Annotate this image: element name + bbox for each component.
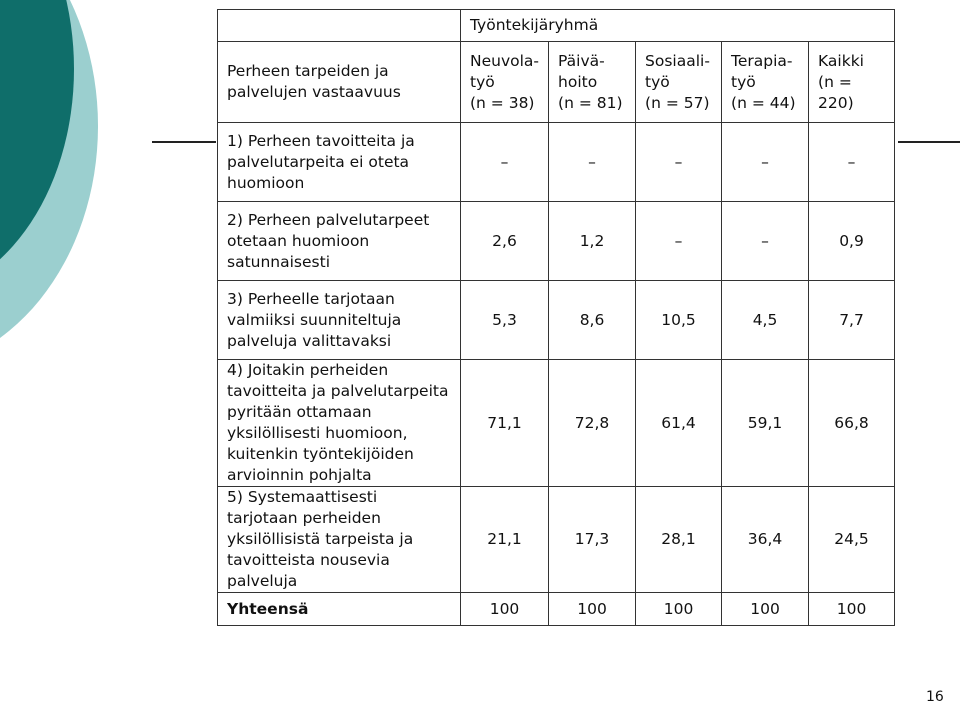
results-table xyxy=(217,9,895,626)
column-header-line: (n = 57) xyxy=(645,93,710,112)
column-header-line: työ xyxy=(731,72,756,91)
group-header: Työntekijäryhmä xyxy=(461,10,895,42)
table-cell: 21,1 xyxy=(461,487,549,593)
horizontal-rule-right xyxy=(898,141,960,143)
column-header-line: (n = 44) xyxy=(731,93,796,112)
column-header-line: (n = 38) xyxy=(470,93,535,112)
table-cell: – xyxy=(809,123,895,202)
table-cell: – xyxy=(636,123,722,202)
table-row xyxy=(218,281,895,360)
table-cell: 72,8 xyxy=(549,360,636,487)
table-cell: 100 xyxy=(809,593,895,626)
row-label: 3) Perheelle tarjotaan valmiiksi suunniteltuja palveluja valittavaksi xyxy=(218,281,461,360)
table-row xyxy=(218,487,895,593)
row-label: 4) Joitakin perheiden tavoitteita ja palvelutarpeita pyritään ottamaan yksilöllisesti huomioon, kuitenkin työntekijöiden arvioinnin pohjalta xyxy=(218,360,461,487)
column-header-line: (n = 81) xyxy=(558,93,623,112)
column-header xyxy=(461,42,549,123)
table-cell: 100 xyxy=(636,593,722,626)
table-cell: – xyxy=(722,202,809,281)
table-row xyxy=(218,360,895,487)
column-header-line: Terapia- xyxy=(731,51,793,70)
table-cell: 36,4 xyxy=(722,487,809,593)
row-label: 2) Perheen palvelutarpeet otetaan huomioon satunnaisesti xyxy=(218,202,461,281)
page-number: 16 xyxy=(926,689,944,705)
column-header-line: hoito xyxy=(558,72,598,91)
table-cell: 100 xyxy=(722,593,809,626)
table-row xyxy=(218,123,895,202)
table-cell: 61,4 xyxy=(636,360,722,487)
table-cell: – xyxy=(722,123,809,202)
row-header-title: Perheen tarpeiden ja palvelujen vastaavuus xyxy=(218,42,461,123)
column-header xyxy=(722,42,809,123)
table-cell: – xyxy=(461,123,549,202)
table-cell: 0,9 xyxy=(809,202,895,281)
table-row xyxy=(218,202,895,281)
table-cell: 10,5 xyxy=(636,281,722,360)
table-cell: 66,8 xyxy=(809,360,895,487)
column-header-line: työ xyxy=(470,72,495,91)
total-label: Yhteensä xyxy=(218,593,461,626)
table-cell: 4,5 xyxy=(722,281,809,360)
horizontal-rule-left xyxy=(152,141,216,143)
table-cell: 100 xyxy=(461,593,549,626)
table-cell: 7,7 xyxy=(809,281,895,360)
table-cell: 28,1 xyxy=(636,487,722,593)
table-cell: 17,3 xyxy=(549,487,636,593)
table-cell: 1,2 xyxy=(549,202,636,281)
column-header-line: (n = 220) xyxy=(818,72,854,112)
column-header-line: Päivä- xyxy=(558,51,605,70)
table-cell: 71,1 xyxy=(461,360,549,487)
table-corner xyxy=(218,10,461,42)
row-label: 1) Perheen tavoitteita ja palvelutarpeita ei oteta huomioon xyxy=(218,123,461,202)
column-header-line: Sosiaali- xyxy=(645,51,710,70)
table-cell: – xyxy=(549,123,636,202)
column-header-line: Neuvola- xyxy=(470,51,540,70)
column-header xyxy=(636,42,722,123)
column-header xyxy=(809,42,895,123)
table-cell: 5,3 xyxy=(461,281,549,360)
column-header-line: Kaikki xyxy=(818,51,864,70)
table-cell: 100 xyxy=(549,593,636,626)
row-label: 5) Systemaattisesti tarjotaan perheiden yksilöllisistä tarpeista ja tavoitteista nousevia palveluja xyxy=(218,487,461,593)
table-cell: – xyxy=(636,202,722,281)
column-header-line: työ xyxy=(645,72,670,91)
table-cell: 59,1 xyxy=(722,360,809,487)
table-cell: 8,6 xyxy=(549,281,636,360)
table-cell: 24,5 xyxy=(809,487,895,593)
column-header xyxy=(549,42,636,123)
total-row xyxy=(218,593,895,626)
table-cell: 2,6 xyxy=(461,202,549,281)
